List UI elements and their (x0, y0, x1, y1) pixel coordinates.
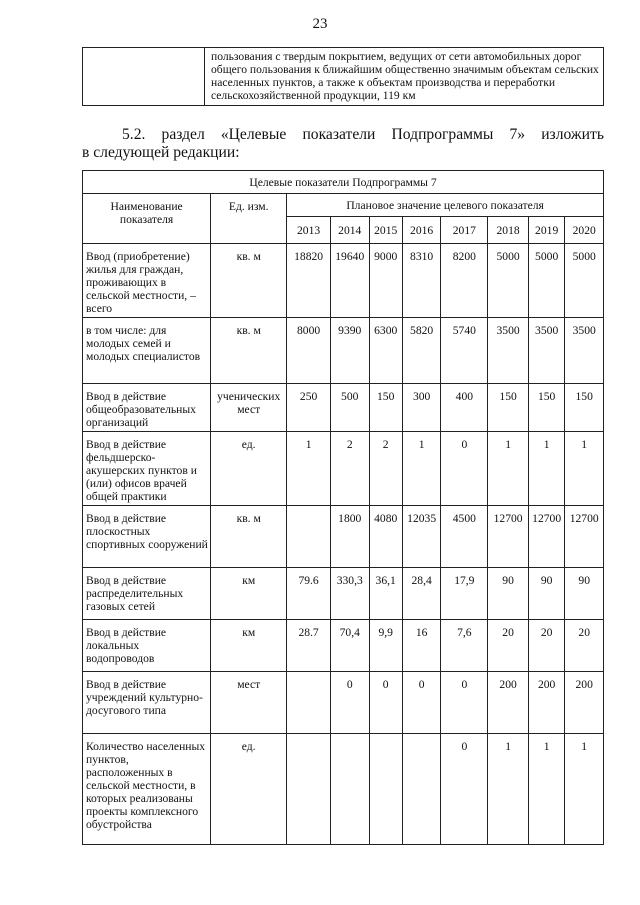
indicator-value-cell: 250 (287, 384, 331, 432)
amendment-word: показатели (302, 126, 376, 143)
indicator-value-cell: 1800 (330, 506, 369, 568)
indicator-value-cell: 150 (565, 384, 604, 432)
indicator-value-cell: 1 (565, 734, 604, 845)
indicator-value-cell: 28,4 (402, 568, 441, 620)
indicator-value-cell: 5000 (528, 244, 564, 318)
indicator-value-cell: 150 (488, 384, 529, 432)
header-year: 2020 (565, 217, 604, 244)
table-row (83, 734, 604, 845)
indicator-value-cell (402, 734, 441, 845)
indicator-value-cell: 1 (488, 432, 529, 506)
indicator-value-cell: 5820 (402, 318, 441, 384)
header-year: 2019 (528, 217, 564, 244)
amendment-line-1 (82, 126, 604, 144)
amendment-word: 7» (509, 126, 526, 143)
amendment-word: 5.2. (122, 126, 146, 143)
indicator-name: Ввод в действие учреждений культурно-досугового типа (83, 672, 211, 734)
indicator-unit: мест (211, 672, 287, 734)
indicator-value-cell: 9,9 (369, 620, 402, 672)
indicator-value-cell: 12035 (402, 506, 441, 568)
indicator-value-cell: 19640 (330, 244, 369, 318)
indicator-unit: км (211, 620, 287, 672)
indicator-value-cell: 17,9 (441, 568, 488, 620)
indicator-value-cell: 9000 (369, 244, 402, 318)
indicator-value-cell: 300 (402, 384, 441, 432)
table-row (83, 432, 604, 506)
continuation-empty-cell (83, 48, 205, 106)
indicator-value-cell: 0 (441, 734, 488, 845)
indicator-value-cell: 3500 (528, 318, 564, 384)
indicator-unit: км (211, 568, 287, 620)
indicator-value-cell: 12700 (488, 506, 529, 568)
indicator-value-cell: 4080 (369, 506, 402, 568)
continuation-table (82, 47, 604, 106)
indicator-value-cell: 150 (369, 384, 402, 432)
indicator-value-cell: 150 (528, 384, 564, 432)
header-unit: Ед. изм. (211, 194, 287, 244)
amendment-word: раздел (161, 126, 205, 143)
indicator-value-cell: 12700 (528, 506, 564, 568)
indicator-name: Ввод (приобретение) жилья для граждан, проживающих в сельской местности, – всего (83, 244, 211, 318)
indicator-value-cell: 20 (488, 620, 529, 672)
indicator-value-cell: 400 (441, 384, 488, 432)
target-indicators-table (82, 170, 604, 845)
amendment-word: изложить (541, 126, 604, 143)
indicator-unit: ученических мест (211, 384, 287, 432)
indicator-name: в том числе: для молодых семей и молодых специалистов (83, 318, 211, 384)
header-year: 2018 (488, 217, 529, 244)
indicator-name: Ввод в действие распределительных газовых сетей (83, 568, 211, 620)
indicator-value-cell: 1 (528, 734, 564, 845)
header-year: 2016 (402, 217, 441, 244)
table-row (83, 384, 604, 432)
indicator-name: Ввод в действие общеобразовательных организаций (83, 384, 211, 432)
indicator-value-cell: 5000 (488, 244, 529, 318)
indicator-value-cell: 20 (528, 620, 564, 672)
indicator-name: Ввод в действие фельдшерско-акушерских пунктов и (или) офисов врачей общей практики (83, 432, 211, 506)
indicator-value-cell: 3500 (565, 318, 604, 384)
indicator-value-cell: 36,1 (369, 568, 402, 620)
indicator-value-cell: 500 (330, 384, 369, 432)
indicator-value-cell: 70,4 (330, 620, 369, 672)
indicator-unit: кв. м (211, 318, 287, 384)
indicator-value-cell: 5000 (565, 244, 604, 318)
continuation-text: пользования с твердым покрытием, ведущих от сети автомобильных дорог общего пользования к ближайшим общественно значимым объектам сельских населенных пунктов, а также к объектам производства и переработки сельскохозяйственной продукции, 119 км (205, 48, 604, 106)
indicator-value-cell (369, 734, 402, 845)
indicator-unit: ед. (211, 734, 287, 845)
indicator-value-cell: 3500 (488, 318, 529, 384)
header-year: 2015 (369, 217, 402, 244)
amendment-line-2: в следующей редакции: (82, 144, 240, 161)
indicator-value-cell (287, 506, 331, 568)
indicator-value-cell: 1 (565, 432, 604, 506)
table-row (83, 672, 604, 734)
indicator-value-cell: 1 (287, 432, 331, 506)
indicator-value-cell: 16 (402, 620, 441, 672)
indicator-value-cell: 12700 (565, 506, 604, 568)
indicator-value-cell: 0 (441, 432, 488, 506)
indicator-value-cell: 200 (528, 672, 564, 734)
indicator-value-cell: 8000 (287, 318, 331, 384)
header-indicator-name: Наименование показателя (83, 194, 211, 244)
indicator-value-cell: 5740 (441, 318, 488, 384)
table-title: Целевые показатели Подпрограммы 7 (83, 171, 604, 194)
indicator-value-cell: 90 (565, 568, 604, 620)
indicator-value-cell: 200 (565, 672, 604, 734)
indicator-name: Ввод в действие локальных водопроводов (83, 620, 211, 672)
indicator-value-cell: 90 (488, 568, 529, 620)
indicator-value-cell: 2 (369, 432, 402, 506)
table-row (83, 506, 604, 568)
header-year: 2017 (441, 217, 488, 244)
indicator-value-cell: 1 (402, 432, 441, 506)
page-number: 23 (312, 16, 328, 32)
indicator-value-cell: 8200 (441, 244, 488, 318)
table-row (83, 568, 604, 620)
indicator-value-cell (287, 734, 331, 845)
amendment-word: «Целевые (220, 126, 287, 143)
indicator-value-cell: 28.7 (287, 620, 331, 672)
indicator-value-cell: 0 (369, 672, 402, 734)
table-row (83, 318, 604, 384)
indicator-value-cell: 4500 (441, 506, 488, 568)
indicator-value-cell: 2 (330, 432, 369, 506)
header-year: 2013 (287, 217, 331, 244)
indicator-value-cell: 1 (488, 734, 529, 845)
table-row (83, 620, 604, 672)
indicator-value-cell: 9390 (330, 318, 369, 384)
indicator-value-cell: 90 (528, 568, 564, 620)
indicator-value-cell: 6300 (369, 318, 402, 384)
indicator-value-cell: 0 (402, 672, 441, 734)
indicator-value-cell: 20 (565, 620, 604, 672)
amendment-paragraph (82, 126, 604, 162)
indicator-value-cell: 18820 (287, 244, 331, 318)
indicator-value-cell (287, 672, 331, 734)
indicator-value-cell: 1 (528, 432, 564, 506)
indicator-value-cell: 79.6 (287, 568, 331, 620)
indicator-name: Ввод в действие плоскостных спортивных сооружений (83, 506, 211, 568)
table-row (83, 244, 604, 318)
indicator-value-cell: 7,6 (441, 620, 488, 672)
indicator-name: Количество населенных пунктов, расположенных в сельской местности, в которых реализованы проекты комплексного обустройства (83, 734, 211, 845)
header-year: 2014 (330, 217, 369, 244)
indicator-value-cell (330, 734, 369, 845)
indicator-unit: кв. м (211, 506, 287, 568)
indicator-value-cell: 8310 (402, 244, 441, 318)
header-planned-value: Плановое значение целевого показателя (287, 194, 604, 217)
indicator-unit: ед. (211, 432, 287, 506)
indicator-value-cell: 0 (441, 672, 488, 734)
indicator-value-cell: 200 (488, 672, 529, 734)
indicator-value-cell: 0 (330, 672, 369, 734)
amendment-word: Подпрограммы (391, 126, 494, 143)
indicator-value-cell: 330,3 (330, 568, 369, 620)
indicator-unit: кв. м (211, 244, 287, 318)
